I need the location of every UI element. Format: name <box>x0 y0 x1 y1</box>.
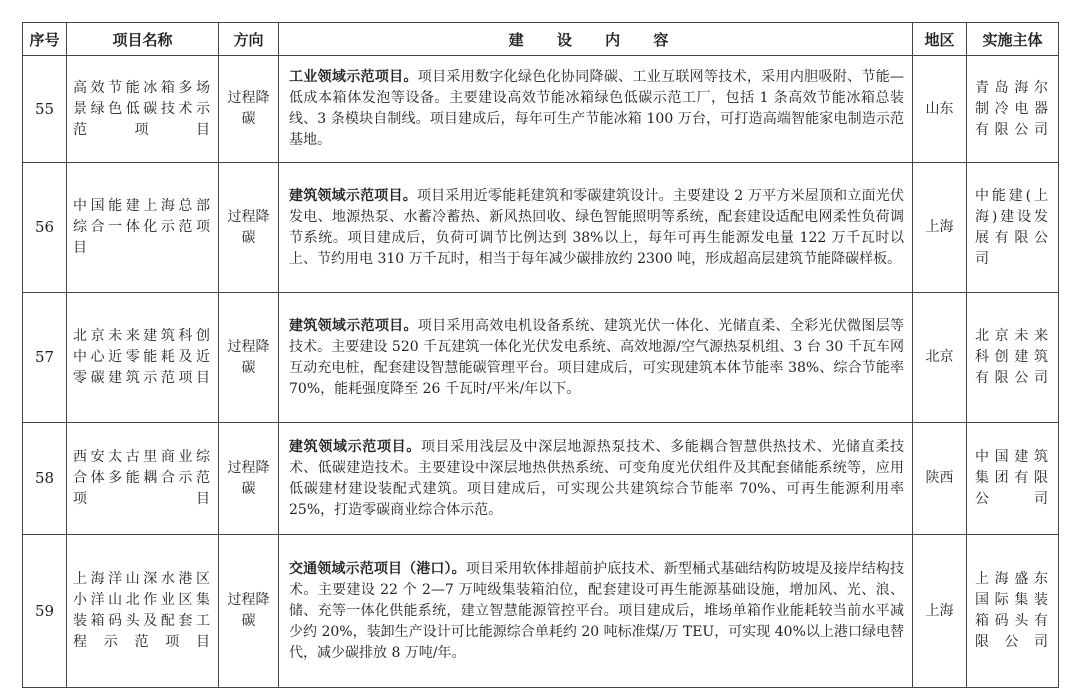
row-content-text: 项目采用浅层及中深层地源热泵技术、多能耦合智慧供热技术、光储直柔技术、低碳建造技术。主要建设中深层地热供热系统、可变角度光伏组件及其配套储能系统等，应用低碳建材建设装配式建筑。项目建成后，可实现公共建筑综合节能率 70%、可再生能源利用率 25%，打造零碳商业综合体示范。 <box>289 438 905 518</box>
row-region: 山东 <box>913 56 967 163</box>
row-content-label: 建筑领域示范项目。 <box>289 187 417 204</box>
projects-table-wrapper <box>22 22 1059 688</box>
row-entity: 青岛海尔制冷电器有限公司 <box>967 56 1059 163</box>
row-content-label: 建筑领域示范项目。 <box>289 317 418 334</box>
header-name: 项目名称 <box>67 23 219 56</box>
row-content <box>279 293 913 423</box>
row-project-name: 北京未来建筑科创中心近零能耗及近零碳建筑示范项目 <box>67 293 219 423</box>
table-row <box>23 163 1059 293</box>
row-content-label: 工业领域示范项目。 <box>289 69 418 85</box>
row-content-label: 交通领域示范项目（港口）。 <box>289 560 466 577</box>
row-no: 56 <box>23 163 67 293</box>
header-region: 地区 <box>913 23 967 56</box>
table-row <box>23 56 1059 163</box>
row-no: 55 <box>23 56 67 163</box>
row-content <box>279 56 913 163</box>
row-direction: 过程降碳 <box>219 423 279 535</box>
row-region: 上海 <box>913 163 967 293</box>
row-entity: 北京未来科创建筑有限公司 <box>967 293 1059 423</box>
row-direction: 过程降碳 <box>219 163 279 293</box>
row-direction: 过程降碳 <box>219 293 279 423</box>
row-region: 上海 <box>913 535 967 688</box>
row-content <box>279 535 913 688</box>
table-row <box>23 293 1059 423</box>
row-content-text: 项目采用数字化绿色化协同降碳、工业互联网等技术，采用内胆吸附、节能—低成本箱体发泡等设备。主要建设高效节能冰箱绿色低碳示范工厂，包括 1 条高效节能冰箱总装线、3 条模块自制线。项目建成后，每年可生产节能冰箱 100 万台，可打造高端智能家电制造示范基地。 <box>289 69 905 148</box>
table-header-row <box>23 23 1059 56</box>
row-region: 北京 <box>913 293 967 423</box>
row-project-name: 西安太古里商业综合体多能耦合示范项目 <box>67 423 219 535</box>
row-content-text: 项目采用近零能耗建筑和零碳建筑设计。主要建设 2 万平方米屋顶和立面光伏发电、地源热泵、水蓄冷蓄热、新风热回收、绿色智能照明等系统，配套建设适配电网柔性负荷调节系统。项目建成后，负荷可调节比例达到 38%以上，每年可再生能源发电量 122 万千瓦时以上、节约用电 310 万千瓦时，相当于每年减少碳排放约 2300 吨，形成超高层建筑节能降碳样板。 <box>289 187 905 267</box>
row-content-text: 项目采用软体排超前护底技术、新型桶式基础结构防坡堤及接岸结构技术。主要建设 22 个 2—7 万吨级集装箱泊位，配套建设可再生能源基础设施，增加风、光、浪、储、充等一体化供能系统，建立智慧能源管控平台。项目建成后，堆场单箱作业能耗较当前水平减少约 20%，装卸生产设计可比能源综合单耗约 20 吨标准煤/万 TEU，可实现 40%以上港口绿电替代，减少碳排放 8 万吨/年。 <box>289 560 905 661</box>
header-content: 建 设 内 容 <box>279 23 913 56</box>
row-content-text: 项目采用高效电机设备系统、建筑光伏一体化、光储直柔、全彩光伏微图层等技术。主要建设 520 千瓦建筑一体化光伏发电系统、高效地源/空气源热泵机组、3 台 30 千瓦车网互动充电桩，配套建设智慧能碳管理平台。项目建成后，可实现建筑本体节能率 38%、综合节能率 70%，能耗强度降至 26 千瓦时/平米/年以下。 <box>289 317 905 397</box>
table-row <box>23 535 1059 688</box>
row-direction: 过程降碳 <box>219 56 279 163</box>
row-project-name: 高效节能冰箱多场景绿色低碳技术示范项目 <box>67 56 219 163</box>
row-no: 57 <box>23 293 67 423</box>
row-entity: 上海盛东国际集装箱码头有限公司 <box>967 535 1059 688</box>
row-no: 58 <box>23 423 67 535</box>
demo-projects-table <box>22 22 1059 688</box>
row-project-name: 中国能建上海总部综合一体化示范项目 <box>67 163 219 293</box>
row-entity: 中国建筑集团有限公司 <box>967 423 1059 535</box>
row-entity: 中能建(上海)建设发展有限公司 <box>967 163 1059 293</box>
row-content <box>279 423 913 535</box>
row-content-label: 建筑领域示范项目。 <box>289 438 421 455</box>
row-content <box>279 163 913 293</box>
table-row <box>23 423 1059 535</box>
header-direction: 方向 <box>219 23 279 56</box>
row-direction: 过程降碳 <box>219 535 279 688</box>
row-project-name: 上海洋山深水港区小洋山北作业区集装箱码头及配套工程示范项目 <box>67 535 219 688</box>
row-region: 陕西 <box>913 423 967 535</box>
row-no: 59 <box>23 535 67 688</box>
header-entity: 实施主体 <box>967 23 1059 56</box>
header-no: 序号 <box>23 23 67 56</box>
